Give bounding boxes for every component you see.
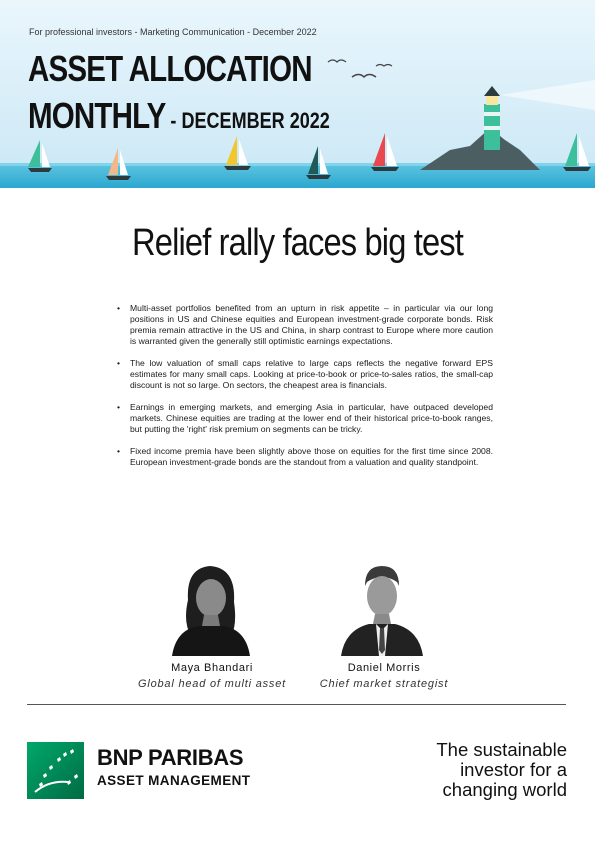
brand-name: BNP PARIBAS [97,745,244,770]
key-point: • The low valuation of small caps relative to large caps reflects the negative forward EPS estimates for many small caps. Looking at price-to-book or price-to-sales ratios, the small-cap discount is not so large. On sectors, the cheapest area is financials. [117,358,493,391]
author-name: Maya Bhandari [171,662,253,674]
audience-disclaimer: For professional investors - Marketing Communication - December 2022 [29,27,317,37]
author-photo-daniel-morris [339,560,424,656]
author-photo-maya-bhandari [168,560,253,656]
key-points-list [117,303,493,479]
key-point: • Multi-asset portfolios benefited from an upturn in risk appetite – in particular via our long positions in US and Chinese equities and European investment-grade corporate bonds. Risk premia remain attractive in the US and China, in sharp contrast to Europe where more caution is warranted given the generally still optimistic earnings expectations. [117,303,493,347]
tagline-line: changing world [442,779,567,800]
tagline-line: investor for a [460,759,567,780]
hero-banner [0,0,595,188]
author-name: Daniel Morris [347,662,421,674]
tagline-line: The sustainable [436,739,567,760]
author-role: Global head of multi asset [138,678,286,690]
key-point: • Earnings in emerging markets, and emerging Asia in particular, have outpaced developed markets. Chinese equities are trading at the lower end of their historical price-to-book ranges, but putting the 'right' risk premium on segments can be tricky. [117,402,493,435]
brand-tagline [367,740,567,800]
footer-divider [27,704,566,705]
key-point: • Fixed income premia have been slightly above those on equities for the first time since 2008. European investment-grade bonds are the standout from a valuation and quality standpoint. [117,446,493,468]
report-title-monthly: MONTHLY [28,95,166,136]
bnp-paribas-logo-icon [27,742,84,799]
report-date: - DECEMBER 2022 [170,108,330,133]
report-title-line1: ASSET ALLOCATION [28,48,312,89]
page-headline: Relief rally faces big test [132,222,463,264]
brand-subtitle: ASSET MANAGEMENT [97,773,251,788]
report-title-line2 [28,95,330,137]
author-role: Chief market strategist [319,678,449,690]
